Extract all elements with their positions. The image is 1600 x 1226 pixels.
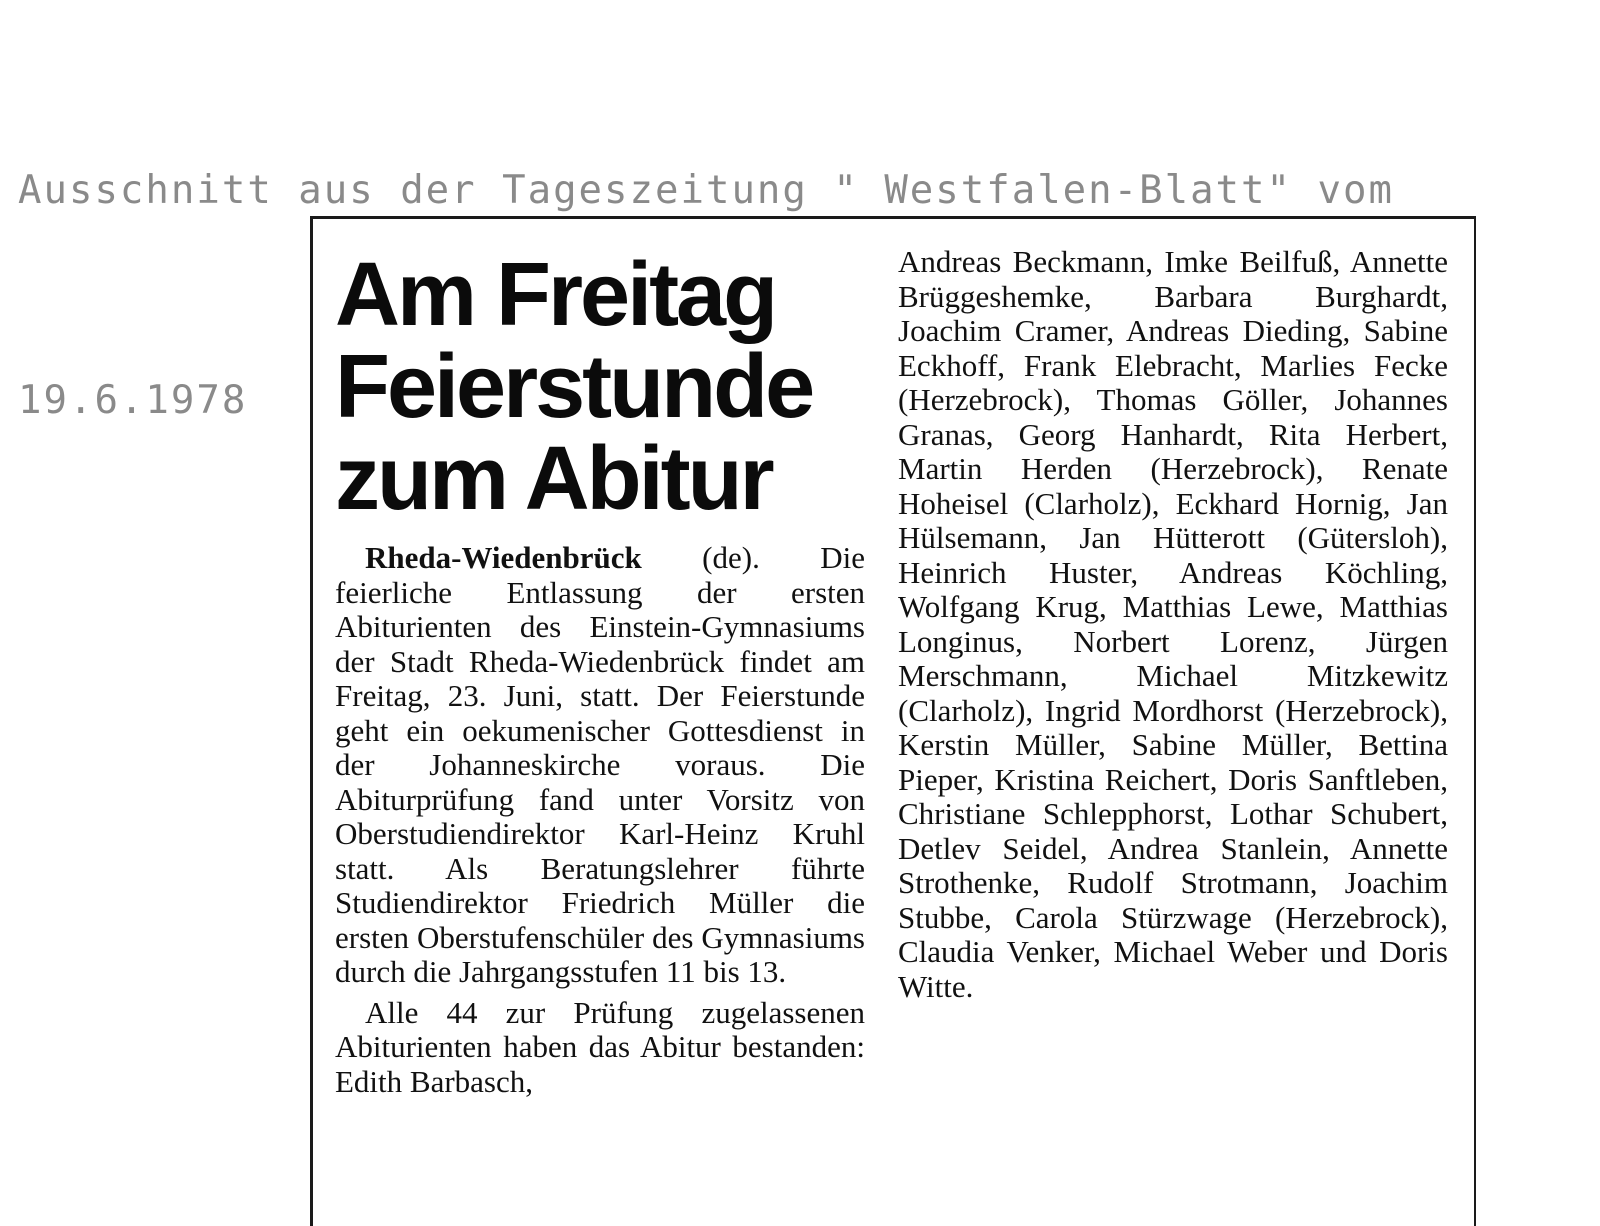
header-note-line-1: Ausschnitt aus der Tageszeitung " Westfalen-Blatt" vom	[18, 168, 1394, 213]
article-dateline: Rheda-Wiedenbrück	[365, 540, 642, 575]
article-left-column	[335, 245, 866, 1099]
article-right-column	[898, 245, 1448, 1004]
headline-line-2: Feierstunde	[335, 337, 813, 437]
article-paragraph-1-text: (de). Die feierliche Entlassung der ersten Abiturienten des Einstein-Gymnasiums der Stadt Rheda-Wiedenbrück findet am Freitag, 23. Juni, statt. Der Feierstunde geht ein oekumenischer Gottesdienst in der Johanneskirche voraus. Die Abiturprüfung fand unter Vorsitz von Oberstudiendirektor Karl-Heinz Kruhl statt. Als Beratungslehrer führte Studiendirektor Friedrich Müller die ersten Oberstufenschüler des Gymnasiums durch die Jahrgangsstufen 11 bis 13.	[335, 540, 866, 989]
article-headline	[335, 245, 865, 529]
article-body	[335, 541, 865, 1099]
headline-line-1: Am Freitag	[335, 245, 776, 345]
header-note-line-2: 19.6.1978	[18, 378, 248, 423]
names-list	[898, 245, 1448, 1004]
article-paragraph-2: Alle 44 zur Prüfung zugelassenen Abiturienten haben das Abitur bestanden: Edith Barbasch,	[335, 994, 865, 1099]
newspaper-clipping	[310, 216, 1476, 1226]
article-paragraph-1	[335, 541, 865, 990]
names-paragraph: Andreas Beckmann, Imke Beilfuß, Annette Brüggeshemke, Barbara Burghardt, Joachim Cramer, Andreas Dieding, Sabine Eckhoff, Frank Elebracht, Marlies Fecke (Herzebrock), Thomas Göller, Johannes Granas, Georg Hanhardt, Rita Herbert, Martin Herden (Herzebrock), Renate Hoheisel (Clarholz), Eckhard Hornig, Jan Hülsemann, Jan Hütterott (Gütersloh), Heinrich Huster, Andreas Köchling, Wolfgang Krug, Matthias Lewe, Matthias Longinus, Norbert Lorenz, Jürgen Merschmann, Michael Mitzkewitz (Clarholz), Ingrid Mordhorst (Herzebrock), Kerstin Müller, Sabine Müller, Bettina Pieper, Kristina Reichert, Doris Sanftleben, Christiane Schlepphorst, Lothar Schubert, Detlev Seidel, Andrea Stanlein, Annette Strothenke, Rudolf Strotmann, Joachim Stubbe, Carola Stürzwage (Herzebrock), Claudia Venker, Michael Weber und Doris Witte.	[898, 244, 1448, 1004]
headline-line-3: zum Abitur	[335, 429, 772, 529]
